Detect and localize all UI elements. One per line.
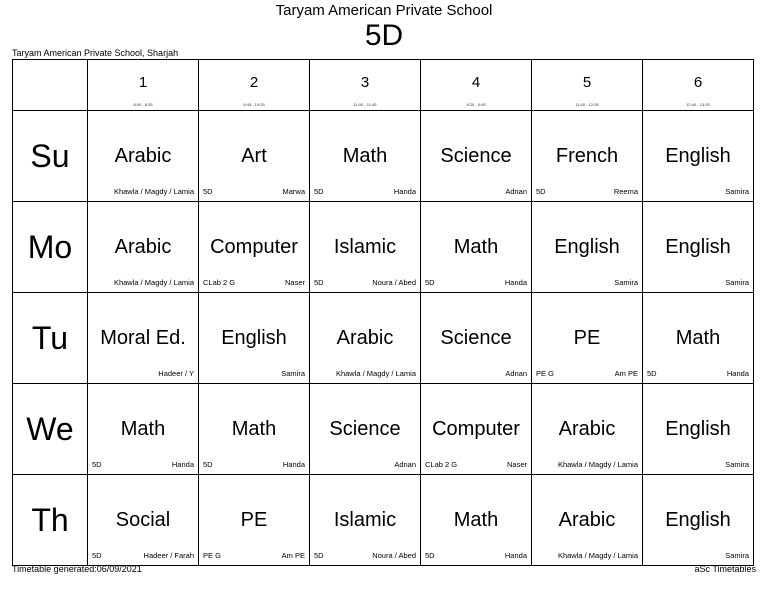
lesson-subject: Art [241, 145, 267, 167]
lesson-teacher: Handa [726, 369, 749, 378]
lesson-teacher: Adnan [505, 187, 527, 196]
lesson-cell [310, 475, 421, 566]
lesson-cell [199, 384, 310, 475]
lesson-teacher: Noura / Abed [372, 278, 416, 287]
lesson-room: 5D [203, 460, 213, 469]
lesson-teacher: Khawla / Magdy / Lamia [113, 187, 194, 196]
lesson-subject: English [554, 236, 620, 258]
period-time: 11:00 - 11:45 [353, 102, 377, 107]
lesson-teacher: Marwa [282, 187, 305, 196]
lesson-subject: Computer [432, 418, 520, 440]
lesson-cell [532, 475, 643, 566]
period-time: 9:45 - 10:25 [243, 102, 265, 107]
day-cell [13, 202, 88, 293]
lesson-cell [643, 111, 754, 202]
lesson-cell [199, 293, 310, 384]
lesson-teacher: Hadeer / Y [158, 369, 194, 378]
lesson-teacher: Handa [393, 187, 416, 196]
lesson-teacher: Naser [506, 460, 527, 469]
lesson-room: 5D [647, 369, 657, 378]
lesson-cell [532, 111, 643, 202]
lesson-teacher: Samira [725, 278, 749, 287]
lesson-cell [643, 475, 754, 566]
lesson-room: PE G [536, 369, 554, 378]
lesson-cell [310, 293, 421, 384]
lesson-teacher: Samira [614, 278, 638, 287]
lesson-subject: PE [240, 509, 268, 531]
timetable-grid [12, 59, 754, 566]
lesson-cell [88, 111, 199, 202]
day-row [13, 384, 754, 475]
lesson-room: CLab 2 G [203, 278, 236, 287]
period-header [199, 60, 310, 111]
period-number: 3 [360, 74, 370, 91]
lesson-room: 5D [314, 187, 324, 196]
lesson-teacher: Samira [725, 460, 749, 469]
day-row [13, 293, 754, 384]
lesson-subject: English [221, 327, 287, 349]
period-header [88, 60, 199, 111]
lesson-subject: English [665, 418, 731, 440]
period-number: 5 [582, 74, 592, 91]
corner-cell [13, 60, 88, 111]
lesson-cell [88, 293, 199, 384]
day-cell [13, 111, 88, 202]
lesson-teacher: Handa [171, 460, 194, 469]
day-name: Mo [27, 228, 73, 265]
lesson-room: 5D [425, 551, 435, 560]
lesson-teacher: Handa [504, 278, 527, 287]
day-name: Tu [31, 319, 69, 356]
lesson-room: PE G [203, 551, 221, 560]
lesson-cell [532, 202, 643, 293]
period-number: 2 [249, 74, 259, 91]
lesson-cell [643, 384, 754, 475]
school-subtitle: Taryam American Private School, Sharjah [12, 48, 179, 58]
day-name: Th [31, 501, 69, 538]
school-name: Taryam American Private School [275, 2, 493, 19]
lesson-teacher: Adnan [505, 369, 527, 378]
lesson-subject: English [665, 145, 731, 167]
lesson-teacher: Handa [504, 551, 527, 560]
lesson-room: CLab 2 G [425, 460, 458, 469]
lesson-cell [88, 475, 199, 566]
period-number: 1 [138, 74, 148, 91]
day-row [13, 475, 754, 566]
lesson-subject: Moral Ed. [100, 327, 186, 349]
lesson-subject: Arabic [336, 327, 394, 349]
lesson-subject: Math [342, 145, 388, 167]
generated-date: Timetable generated:06/09/2021 [12, 564, 142, 574]
period-time: 12:40 - 13:20 [686, 102, 710, 107]
lesson-subject: Arabic [114, 236, 172, 258]
lesson-teacher: Naser [284, 278, 305, 287]
lesson-subject: Science [440, 145, 512, 167]
lesson-teacher: Khawla / Magdy / Lamia [557, 460, 638, 469]
lesson-teacher: Khawla / Magdy / Lamia [557, 551, 638, 560]
lesson-subject: Math [453, 509, 499, 531]
lesson-teacher: Hadeer / Farah [143, 551, 194, 560]
lesson-subject: Arabic [114, 145, 172, 167]
period-header [532, 60, 643, 111]
lesson-teacher: Am PE [281, 551, 305, 560]
class-name: 5D [364, 19, 404, 52]
lesson-teacher: Samira [725, 551, 749, 560]
lesson-room: 5D [536, 187, 546, 196]
lesson-teacher: Samira [725, 187, 749, 196]
lesson-subject: Math [231, 418, 277, 440]
lesson-cell [199, 202, 310, 293]
lesson-cell [421, 111, 532, 202]
period-header-row [13, 60, 754, 111]
lesson-teacher: Samira [281, 369, 305, 378]
day-cell [13, 475, 88, 566]
period-number: 4 [471, 74, 481, 91]
lesson-cell [310, 111, 421, 202]
lesson-subject: Math [120, 418, 166, 440]
lesson-cell [532, 384, 643, 475]
lesson-subject: Math [453, 236, 499, 258]
lesson-cell [310, 384, 421, 475]
lesson-subject: Arabic [558, 418, 616, 440]
lesson-subject: Science [329, 418, 401, 440]
day-cell [13, 384, 88, 475]
lesson-teacher: Reema [613, 187, 638, 196]
lesson-subject: French [555, 145, 619, 167]
lesson-cell [643, 293, 754, 384]
lesson-cell [421, 384, 532, 475]
lesson-room: 5D [92, 551, 102, 560]
lesson-room: 5D [203, 187, 213, 196]
period-header [643, 60, 754, 111]
day-cell [13, 293, 88, 384]
lesson-teacher: Khawla / Magdy / Lamia [335, 369, 416, 378]
lesson-room: 5D [425, 278, 435, 287]
lesson-cell [421, 293, 532, 384]
lesson-room: 5D [314, 278, 324, 287]
lesson-teacher: Khawla / Magdy / Lamia [113, 278, 194, 287]
lesson-subject: Social [115, 509, 171, 531]
lesson-subject: Islamic [333, 236, 397, 258]
lesson-subject: Science [440, 327, 512, 349]
lesson-cell [88, 384, 199, 475]
day-name: Su [30, 137, 70, 174]
day-row [13, 111, 754, 202]
lesson-subject: Islamic [333, 509, 397, 531]
lesson-cell [88, 202, 199, 293]
period-time: 8:20 - 9:45 [466, 102, 486, 107]
period-time: 11:00 - 12:35 [575, 102, 599, 107]
lesson-cell [643, 202, 754, 293]
lesson-subject: English [665, 236, 731, 258]
lesson-room: 5D [314, 551, 324, 560]
day-row [13, 202, 754, 293]
brand-label: aSc Timetables [694, 564, 756, 574]
period-number: 6 [693, 74, 703, 91]
lesson-subject: Computer [210, 236, 298, 258]
lesson-subject: Arabic [558, 509, 616, 531]
lesson-teacher: Adnan [394, 460, 416, 469]
period-header [421, 60, 532, 111]
lesson-cell [199, 111, 310, 202]
lesson-subject: Math [675, 327, 721, 349]
lesson-cell [532, 293, 643, 384]
lesson-cell [310, 202, 421, 293]
lesson-cell [199, 475, 310, 566]
lesson-subject: English [665, 509, 731, 531]
day-name: We [26, 410, 74, 447]
period-time: 8:00 - 8:35 [133, 102, 153, 107]
lesson-cell [421, 475, 532, 566]
lesson-teacher: Noura / Abed [372, 551, 416, 560]
lesson-room: 5D [92, 460, 102, 469]
lesson-cell [421, 202, 532, 293]
period-header [310, 60, 421, 111]
lesson-teacher: Am PE [614, 369, 638, 378]
lesson-teacher: Handa [282, 460, 305, 469]
lesson-subject: PE [573, 327, 601, 349]
